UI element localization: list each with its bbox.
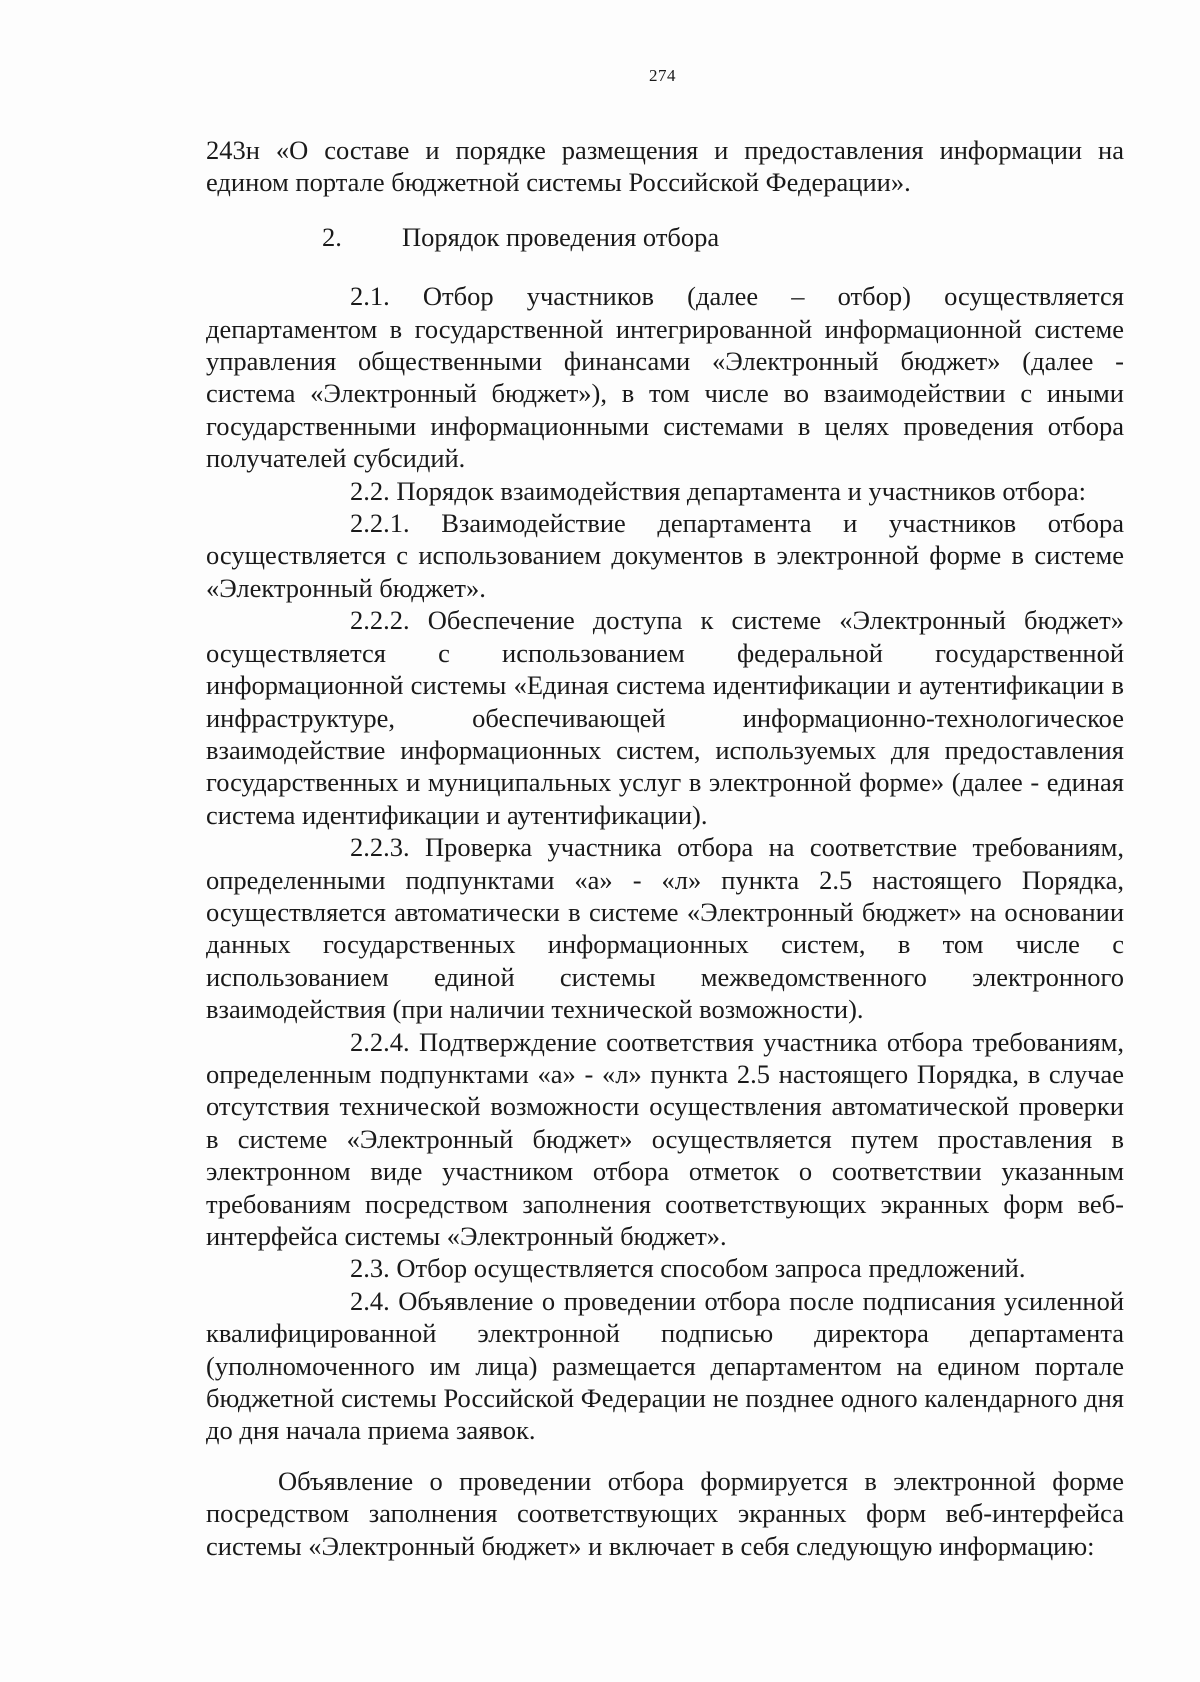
- paragraph-2-4: [206, 1285, 1124, 1447]
- item-text: Отбор осуществляется способом запроса предложений.: [396, 1253, 1026, 1284]
- paragraph-2-2-1: [206, 507, 1124, 604]
- item-number: 2.4.: [350, 1285, 390, 1316]
- item-text: Отбор участников (далее – отбор) осуществляется департаментом в государственной интегрированной информационной системе управления общественными финансами «Электронный бюджет» (далее - система «Электронный бюджет»), в том числе во взаимодействии с иными государственными информационными системами в целях проведения отбора получателей субсидий.: [206, 281, 1124, 474]
- item-number: 2.2.3.: [350, 832, 410, 863]
- page-number: 274: [649, 66, 676, 85]
- item-number: 2.2.4.: [350, 1026, 410, 1057]
- closing-paragraph: Объявление о проведении отбора формируется в электронной форме посредством заполнения соответствующих экранных форм веб-интерфейса системы «Электронный бюджет» и включает в себя следующую информацию:: [206, 1465, 1124, 1561]
- item-text: Взаимодействие департамента и участников отбора осуществляется с использованием документов в электронной форме в системе «Электронный бюджет».: [206, 508, 1125, 603]
- paragraph-2-2: [206, 475, 1124, 507]
- item-number: 2.2.1.: [350, 508, 410, 539]
- item-text: Проверка участника отбора на соответствие требованиям, определенными подпунктами «а» - «л» пункта 2.5 настоящего Порядка, осуществляется автоматически в системе «Электронный бюджет» на основании данных государственных информационных систем, в том числе с использованием единой системы межведомственного электронного взаимодействия (при наличии технической возможности).: [206, 832, 1125, 1025]
- item-number: 2.2.2.: [350, 605, 410, 636]
- paragraph-2-3: [206, 1252, 1124, 1284]
- paragraph-2-2-2: [206, 604, 1124, 831]
- item-number: 2.1.: [350, 281, 390, 312]
- item-text: Подтверждение соответствия участника отбора требованиям, определенным подпунктами «а» - «л» пункта 2.5 настоящего Порядка, в случае отсутствия технической возможности осуществления автоматической проверки в системе «Электронный бюджет» осуществляется путем проставления в электронном виде участником отбора отметок о соответствии указанным требованиям посредством заполнения соответствующих экранных форм веб-интерфейса системы «Электронный бюджет».: [206, 1026, 1124, 1251]
- item-text: Обеспечение доступа к системе «Электронный бюджет» осуществляется с использованием федеральной государственной информационной системы «Единая система идентификации и аутентификации в инфраструктуре, обеспечивающей информационно-технологическое взаимодействие информационных систем, используемых для предоставления государственных и муниципальных услуг в электронной форме» (далее - единая система идентификации и аутентификации).: [206, 605, 1124, 830]
- intro-paragraph: 243н «О составе и порядке размещения и предоставления информации на едином портале бюджетной системы Российской Федерации».: [206, 135, 1124, 198]
- paragraph-2-1: [206, 280, 1124, 474]
- item-number: 2.3.: [350, 1253, 390, 1284]
- document-body: [206, 134, 1124, 1562]
- paragraph-2-2-3: [206, 831, 1124, 1025]
- section-title: Порядок проведения отбора: [402, 221, 720, 252]
- paragraph-2-2-4: [206, 1026, 1124, 1253]
- section-number: 2.: [322, 221, 342, 252]
- item-text: Порядок взаимодействия департамента и участников отбора:: [396, 475, 1087, 506]
- item-number: 2.2.: [350, 475, 390, 506]
- section-heading: [206, 221, 1124, 253]
- item-text: Объявление о проведении отбора после подписания усиленной квалифицированной электронной подписью директора департамента (уполномоченного им лица) размещается департаментом на едином портале бюджетной системы Российской Федерации не позднее одного календарного дня до дня начала приема заявок.: [206, 1285, 1125, 1446]
